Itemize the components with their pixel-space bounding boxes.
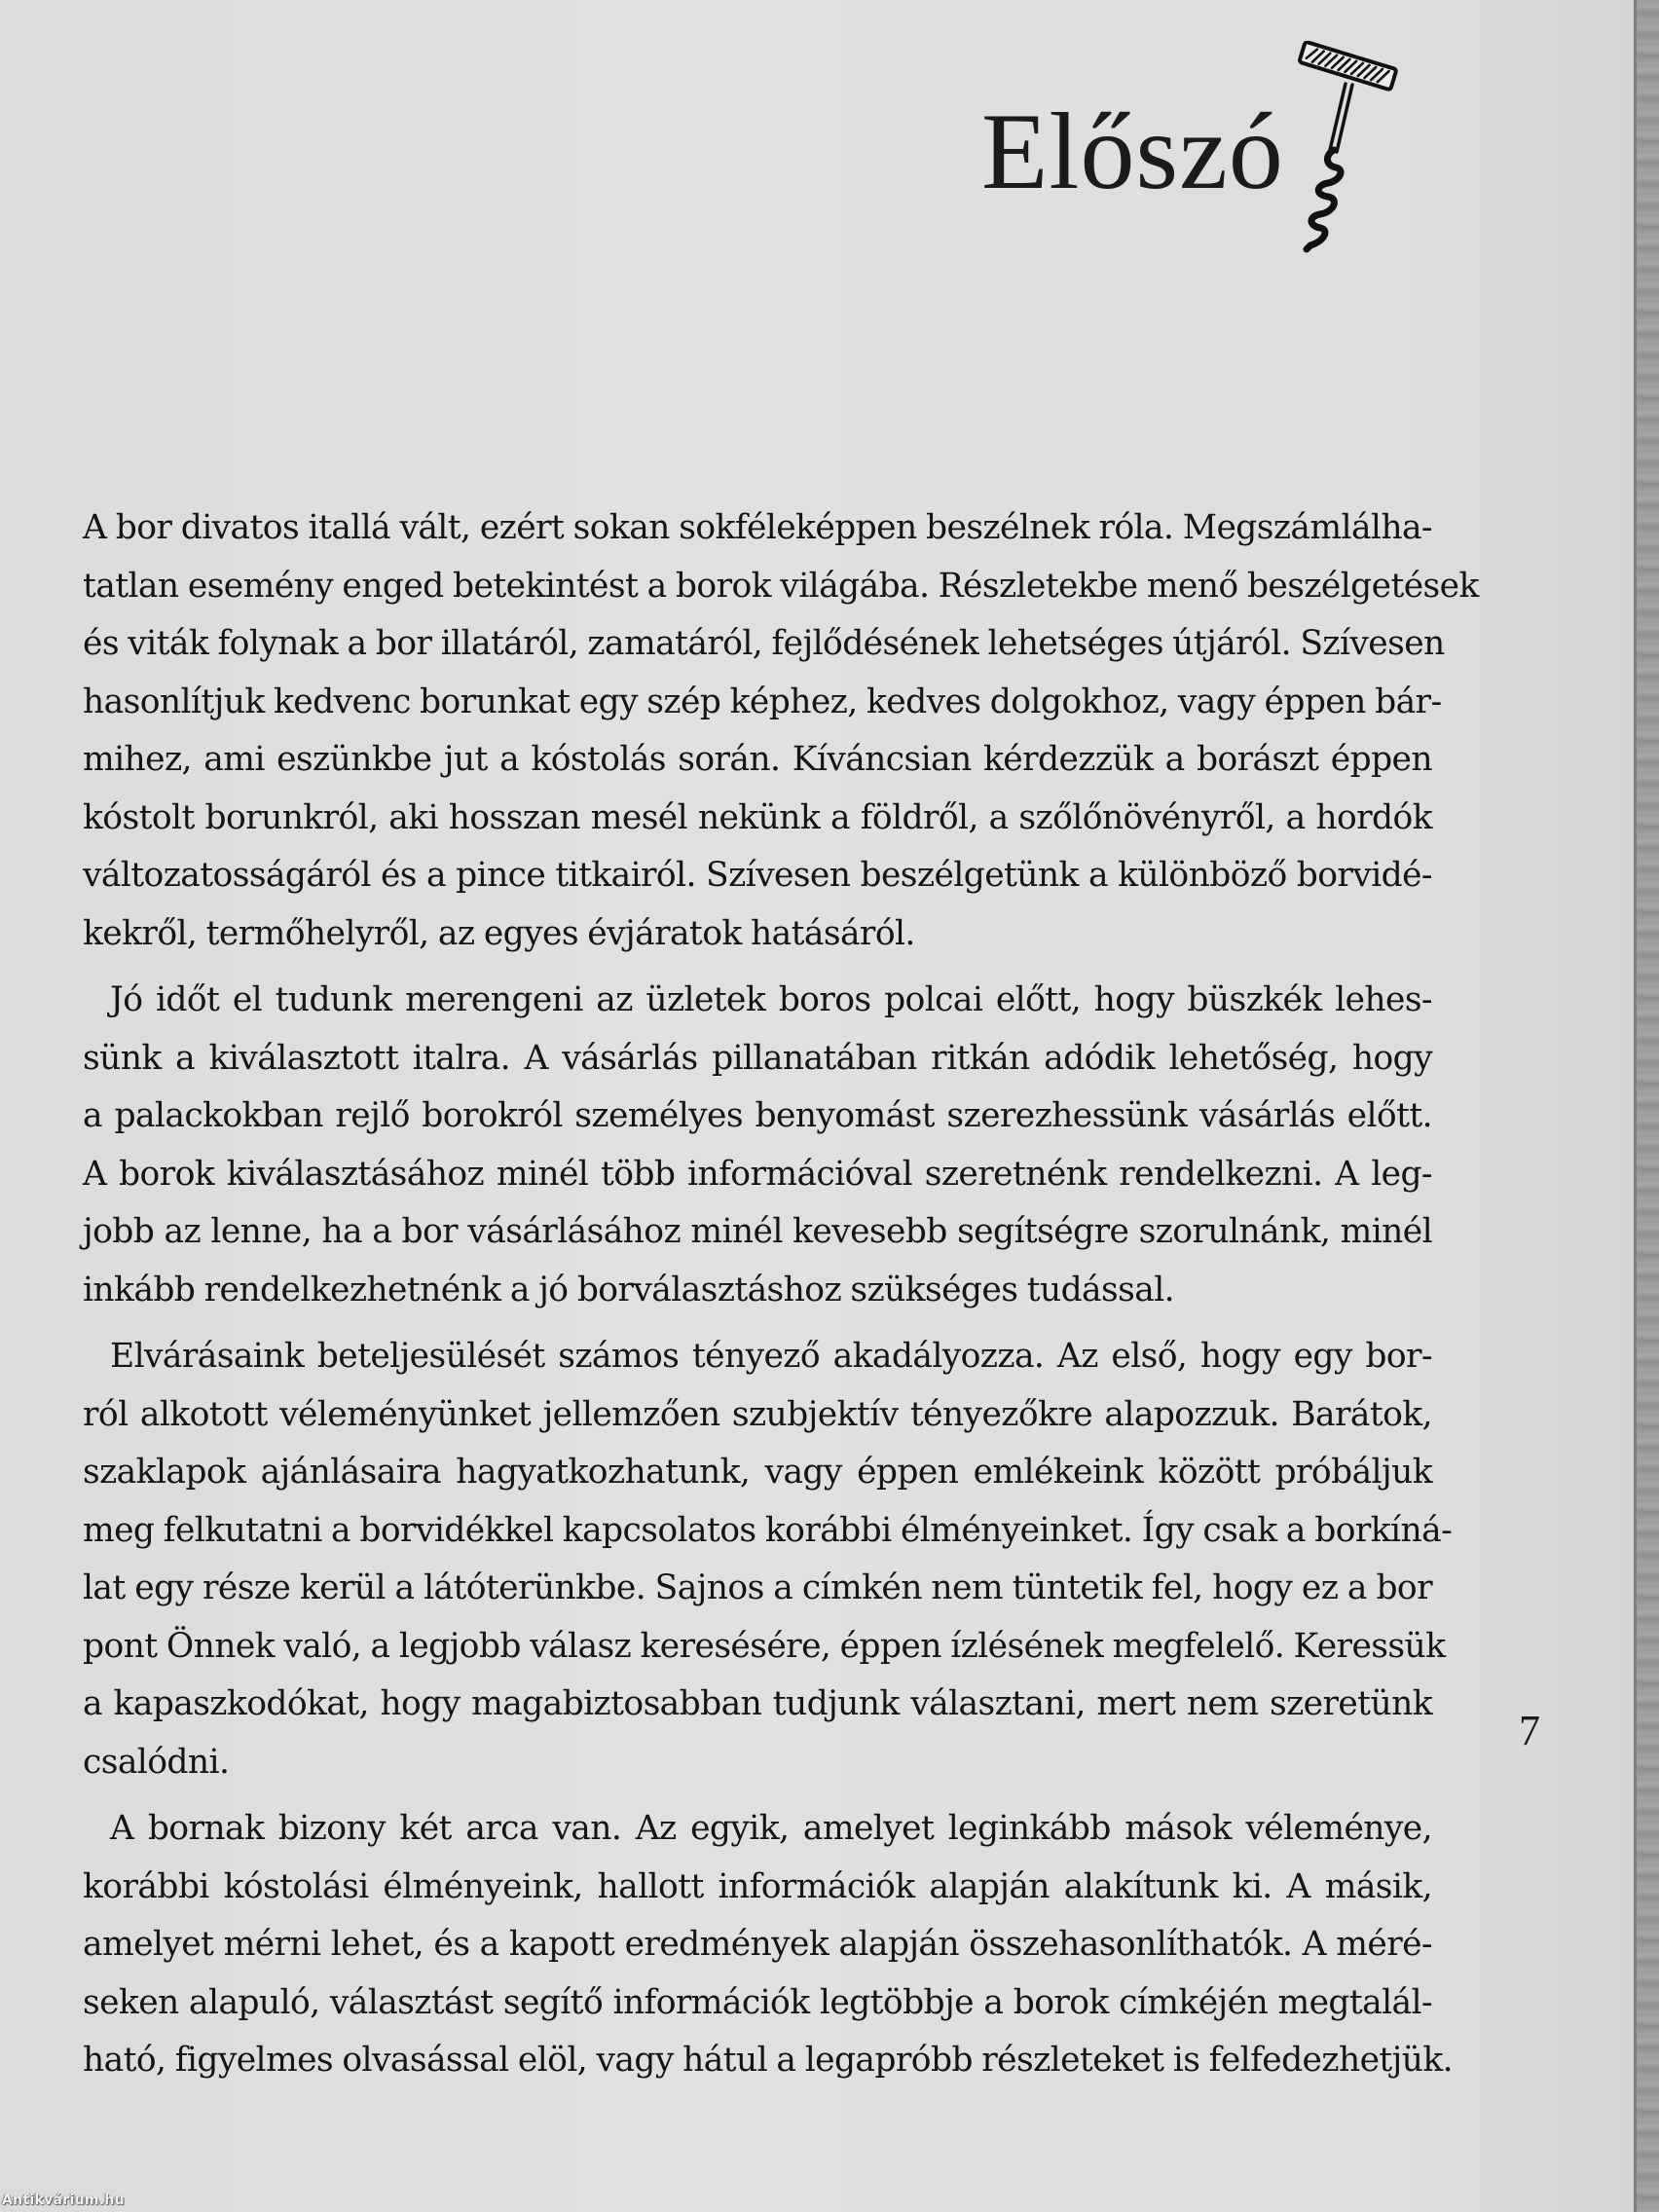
- text-line: seken alapuló, választást segítő információk legtöbbje a borok címkéjén megtalál-: [83, 1983, 1432, 2022]
- text-line: csalódni.: [83, 1743, 230, 1782]
- text-line: meg felkutatni a borvidékkel kapcsolatos korábbi élményeinket. Így csak a borkíná-: [83, 1511, 1453, 1550]
- text-line: mihez, ami eszünkbe jut a kóstolás során. Kíváncsian kérdezzük a borászt éppen: [83, 740, 1432, 779]
- chapter-title: Előszó: [981, 92, 1284, 212]
- text-line: kekről, termőhelyről, az egyes évjáratok hatásáról.: [83, 914, 915, 953]
- text-line: A bor divatos itallá vált, ezért sokan sokféleképpen beszélnek róla. Megszámlálha-: [83, 508, 1432, 547]
- text-line: hasonlítjuk kedvenc borunkat egy szép képhez, kedves dolgokhoz, vagy éppen bár-: [83, 682, 1442, 721]
- text-line: ható, figyelmes olvasással elöl, vagy hátul a legapróbb részleteket is felfedezhetjük.: [83, 2041, 1454, 2080]
- text-line: kóstolt borunkról, aki hosszan mesél nekünk a földről, a szőlőnövényről, a hordók: [83, 798, 1432, 837]
- text-line: sünk a kiválasztott italra. A vásárlás pillanatában ritkán adódik lehetőség, hogy: [83, 1039, 1432, 1078]
- text-line: A bornak bizony két arca van. Az egyik, amelyet leginkább mások véleménye,: [110, 1809, 1432, 1848]
- text-line: korábbi kóstolási élményeink, hallott információk alapján alakítunk ki. A másik,: [83, 1867, 1432, 1906]
- corkscrew-icon: [1285, 41, 1412, 255]
- text-line: pont Önnek való, a legjobb válasz keresésére, éppen ízlésének megfelelő. Keressük: [83, 1627, 1446, 1666]
- text-line: szaklapok ajánlásaira hagyatkozhatunk, vagy éppen emlékeink között próbáljuk: [83, 1453, 1432, 1492]
- text-line: lat egy része kerül a látóterünkbe. Sajnos a címkén nem tüntetik fel, hogy ez a bor: [83, 1568, 1432, 1607]
- text-line: ról alkotott véleményünket jellemzően szubjektív tényezőkre alapozzuk. Barátok,: [83, 1395, 1432, 1434]
- text-line: Elvárásaink beteljesülését számos tényező akadályozza. Az első, hogy egy bor-: [110, 1337, 1432, 1376]
- watermark: Antikvárium.hu: [2, 2193, 125, 2208]
- text-line: és viták folynak a bor illatáról, zamatáról, fejlődésének lehetséges útjáról. Szívesen: [83, 624, 1445, 663]
- text-line: tatlan esemény enged betekintést a borok világába. Részletekbe menő beszélgetések: [83, 567, 1479, 606]
- page-number: 7: [1519, 1707, 1540, 1754]
- text-line: Jó időt el tudunk merengeni az üzletek boros polcai előtt, hogy büszkék lehes-: [110, 980, 1432, 1019]
- text-line: inkább rendelkezhetnénk a jó borválasztáshoz szükséges tudással.: [83, 1271, 1175, 1309]
- text-line: A borok kiválasztásához minél több információval szeretnénk rendelkezni. A leg-: [83, 1155, 1432, 1194]
- text-line: amelyet mérni lehet, és a kapott eredmények alapján összehasonlíthatók. A méré-: [83, 1925, 1432, 1964]
- text-line: változatosságáról és a pince titkairól. Szívesen beszélgetünk a különböző borvidé-: [83, 856, 1432, 895]
- text-line: a kapaszkodókat, hogy magabiztosabban tudjunk választani, mert nem szeretünk: [83, 1684, 1432, 1723]
- text-line: a palackokban rejlő borokról személyes benyomást szerezhessünk vásárlás előtt.: [83, 1096, 1432, 1135]
- book-page-edge: [1634, 0, 1659, 2212]
- text-line: jobb az lenne, ha a bor vásárlásához minél kevesebb segítségre szorulnánk, minél: [83, 1212, 1432, 1251]
